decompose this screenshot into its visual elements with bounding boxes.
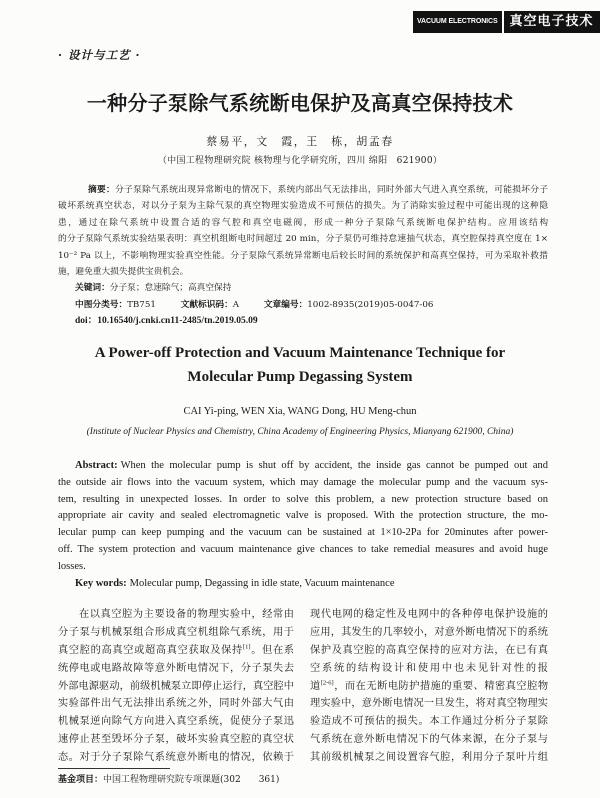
body-line: 气系统在意外断电情况下的气体来源，在分子泵与: [310, 734, 548, 746]
body-column-right: [310, 606, 548, 767]
body-line: 理实验中，意外断电情况一旦发生，将对真空物理实: [310, 698, 548, 710]
section-label: · 设计与工艺 ·: [58, 48, 141, 62]
keywords-zh-text: 分子泵；怠速除气；高真空保持: [109, 283, 232, 293]
abstract-en-line: lecular pump can keep pumping and the vacuum can be sustained at 1×10-2Pa for 20minutes after power-: [58, 527, 548, 539]
body-line: 统停电或电路故障等意外断电情况下，分子泵失去: [58, 662, 294, 674]
body-line: [58, 642, 294, 660]
footnote-label: 基金项目：: [58, 775, 104, 785]
abstract-zh: [58, 182, 548, 280]
authors-zh: 蔡易平，文 霞，王 栋，胡孟春: [206, 135, 394, 148]
article-number-value: 1002-8935(2019)05-0047-06: [307, 299, 434, 310]
keywords-en: [75, 576, 548, 593]
doi-label: doi：: [75, 316, 98, 326]
abstract-en-text: When the molecular pump is shut off by accident, the inside gas cannot be pumped out and: [120, 460, 548, 471]
body-line: 态。对于分子泵除气系统意外断电的情况，依赖于: [58, 752, 294, 764]
body-line: 在以真空腔为主要设备的物理实验中，经常由: [79, 609, 294, 620]
clc-number: [75, 300, 156, 310]
body-line: 实验部件出气无法排出系统之外，同时外部大气由: [58, 698, 294, 710]
body-line: 分子泵与机械泵组合形成真空机组除气系统，用于: [58, 626, 294, 638]
body-line: 机械泵逆向除气方向进入真空系统，促使分子泵迅: [58, 716, 294, 728]
document-code: [181, 300, 239, 310]
abstract-en-line: tem, resulting in unexpected losses. In order to solve this problem, a new protection structure based on: [58, 493, 548, 505]
article-number: [264, 300, 434, 310]
authors-en: CAI Yi-ping, WEN Xia, WANG Dong, HU Meng-chun: [183, 406, 417, 417]
footnote-text: 中国工程物理研究院专项课题(302 361): [103, 775, 280, 785]
body-line: 外部电源驱动，前级机械泵立即停止运行，真空腔中: [58, 680, 294, 692]
doc-code-value: A: [232, 299, 240, 310]
funding-footnote: [58, 773, 279, 787]
paper-title-zh: 一种分子泵除气系统断电保护及高真空保持技术: [86, 91, 514, 115]
clc-label: 中图分类号：: [75, 299, 128, 310]
doi-line: [75, 313, 548, 329]
body-line: 速停止甚至毁坏分子泵，破坏实验真空腔的真空状: [58, 734, 294, 746]
abstract-zh-text: 分子泵除气系统出现异常断电的情况下，系统内部出气无法排出，同时外部大气进入真空系统，可能损坏分子: [115, 185, 548, 195]
keywords-en-text: Molecular pump, Degassing in idle state, Vacuum maintenance: [129, 578, 395, 589]
clc-value: TB751: [127, 299, 156, 310]
doc-code-label: 文献标识码：: [180, 299, 233, 310]
article-number-label: 文章编号：: [263, 299, 308, 310]
keywords-zh-label: 关键词：: [75, 283, 110, 293]
footnote-divider: [58, 768, 170, 769]
abstract-zh-label: 摘要：: [88, 185, 116, 195]
citation-ref: [2-6]: [320, 679, 334, 687]
journal-header-badge: [413, 11, 600, 33]
keywords-en-label: Key words:: [75, 578, 127, 589]
body-text: 。但在系: [250, 644, 294, 656]
abstract-zh-line: 患，通过在除气系统中设置合适的容气腔和真空电磁阀，形成一种分子泵除气系统断电保护结构。应用该结构: [58, 217, 548, 228]
affiliation-en: (Institute of Nuclear Physics and Chemistry, China Academy of Engineering Physics, Mianyang 621900, China): [86, 427, 514, 437]
body-column-left: [58, 606, 294, 767]
abstract-en-line: [58, 458, 548, 475]
doi-value: 10.16540/j.cnki.cn11-2485/tn.2019.05.09: [97, 316, 258, 326]
journal-name-zh: 真空电子技术: [504, 11, 600, 33]
body-text: ，而在无断电防护措施的重要、精密真空腔物: [333, 680, 548, 692]
paper-title-en: [0, 341, 600, 389]
abstract-en-line: losses.: [58, 560, 86, 572]
body-line: 现代电网的稳定性及电网中的各种停电保护设施的: [310, 609, 548, 620]
abstract-en-line: appropriate air cavity and sealed electromagnetic valve is proposed. With the protection structure, the mo-: [58, 510, 548, 522]
abstract-en-line: off. The system protection and vacuum maintenance give chances to take remedial measures and avoid huge: [58, 543, 548, 555]
abstract-zh-line: 破坏系统真空状态，对以分子泵为主除气泵的真空物理实验造成不可预估的损失。为了消除实验过程中可能出现的这种隐: [58, 201, 548, 212]
body-line: 验造成不可预估的损失。本工作通过分析分子泵除: [310, 716, 548, 728]
abstract-zh-line: 10⁻² Pa 以上，不影响物理实验真空性能。分子泵除气系统异常断电后较长时间的系统保护和高真空保持，可为采取补救措: [58, 250, 548, 261]
body-text: 真空腔的高真空或超高真空获取及保持: [58, 644, 243, 656]
citation-ref: [1]: [242, 643, 251, 651]
abstract-en-line: the outside air flows into the vacuum system, which may damage the molecular pump and the vacuum sys-: [58, 476, 548, 488]
body-line: [310, 678, 548, 696]
abstract-en-label: Abstract:: [75, 460, 118, 471]
abstract-zh-line: 的分子泵除气系统实验结果表明：真空机组断电时间超过 20 min，分子泵仍可维持怠速抽气状态，真空腔保持真空度在 1×: [58, 234, 548, 245]
abstract-en: [58, 458, 548, 576]
body-line: 空系统的结构设计和使用中也未见针对性的报: [310, 662, 548, 674]
keywords-zh: [75, 280, 548, 296]
journal-name-en: VACUUM ELECTRONICS: [413, 11, 502, 33]
abstract-zh-line: [58, 182, 548, 198]
abstract-zh-line: 施，避免重大损失提供宝贵机会。: [58, 266, 189, 277]
body-line: 其前级机械泵之间设置容气腔，利用分子泵叶片组: [310, 752, 548, 764]
classification-line: [75, 297, 548, 313]
paper-title-en-line: Molecular Pump Degassing System: [187, 369, 413, 385]
affiliation-zh: （中国工程物理研究院 核物理与化学研究所，四川 绵阳 621900）: [157, 156, 443, 166]
body-line: 应用，其发生的几率较小，对意外断电情况下的系统: [310, 626, 548, 638]
body-text: 道: [310, 680, 321, 692]
body-line: 保护及真空腔的高真空保持的应对方法，在已有真: [310, 644, 548, 656]
paper-title-en-line: A Power-off Protection and Vacuum Maintenance Technique for: [94, 345, 506, 361]
